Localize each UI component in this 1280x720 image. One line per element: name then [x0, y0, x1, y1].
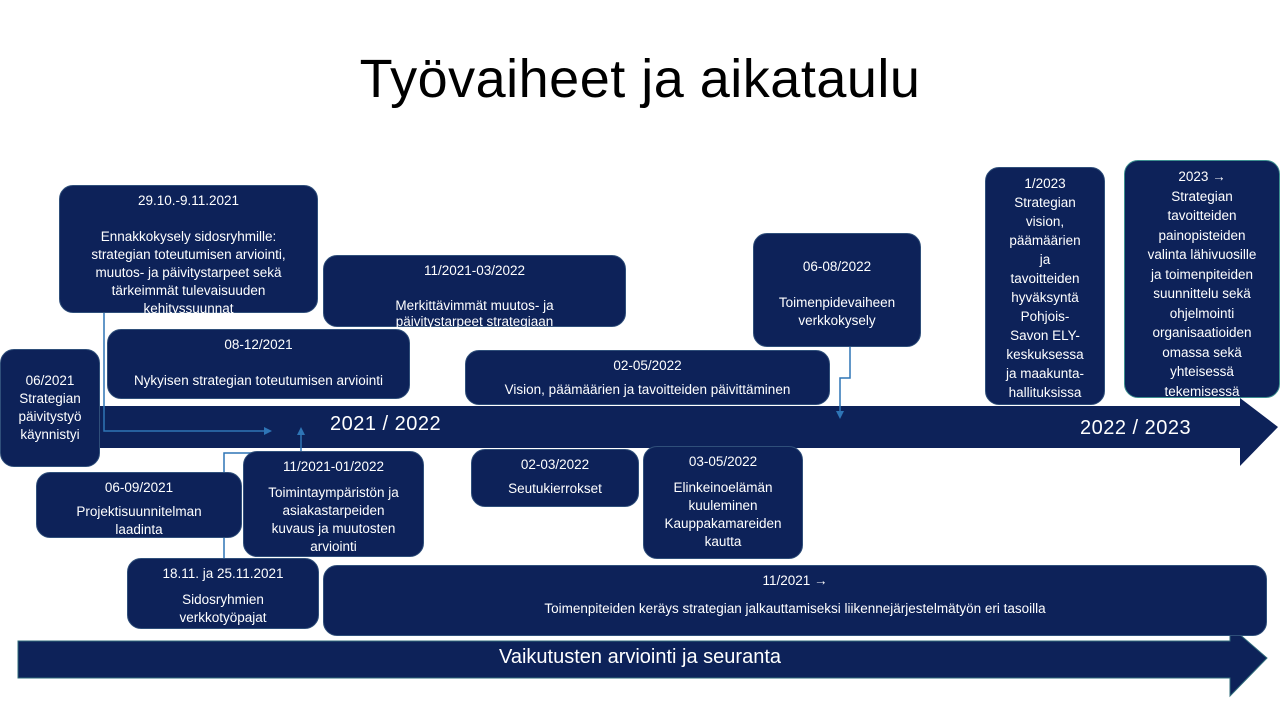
- phase-date: 06/2021: [25, 373, 75, 388]
- phase-date: 02-05/2022: [613, 358, 682, 373]
- phase-text: Vision, päämäärien ja tavoitteiden päivittäminen: [504, 382, 791, 397]
- phase-box-arviointi: [107, 329, 410, 399]
- phase-date: 11/2021-03/2022: [423, 263, 526, 278]
- timeline-label-2022-2023: 2022 / 2023: [1080, 417, 1192, 439]
- phase-text: Toimenpidevaiheen verkkokysely: [778, 295, 896, 328]
- evaluation-label: Vaikutusten arviointi ja seuranta: [498, 646, 781, 668]
- phase-text: Strategian tavoitteiden painopisteiden valinta lähivuosille ja toimenpiteiden suunnittelu sekä ohjelmointi organisaatioiden omassa sekä yhteisessä tekemisessä: [1147, 188, 1257, 399]
- page-title: Työvaiheet ja aikataulu: [359, 49, 921, 109]
- phase-box-elinkeino: [643, 446, 803, 559]
- phase-box-start: [0, 349, 100, 467]
- phase-box-projektisuunnitelma: [36, 472, 242, 538]
- phase-date: 1/2023: [1024, 176, 1066, 191]
- phase-date: 2023 →: [1178, 169, 1226, 184]
- phase-date: 11/2021 →: [762, 573, 828, 588]
- phase-box-toimenpide: [753, 233, 921, 347]
- phase-date: 06-09/2021: [104, 480, 174, 495]
- phase-box-seutukierrokset: [471, 449, 639, 507]
- connector-toimenpide: [840, 340, 850, 414]
- phase-date: 08-12/2021: [224, 337, 293, 352]
- phase-box-keruu: [323, 565, 1267, 636]
- phase-box-toimintaymparisto: [243, 451, 424, 557]
- phase-box-ennakkokysely: [59, 185, 318, 316]
- timeline-label-2021-2022: 2021 / 2022: [330, 413, 442, 435]
- phase-box-painopisteet: [1124, 160, 1280, 398]
- phase-text: Strategian päivitystyö käynnistyi: [18, 391, 82, 442]
- phase-text: Nykyisen strategian toteutumisen arviointi: [133, 373, 384, 388]
- phase-text: Seutukierrokset: [508, 481, 602, 496]
- phase-date: 29.10.-9.11.2021: [137, 193, 240, 208]
- phase-text: Sidosryhmien verkkotyöpajat: [179, 592, 267, 625]
- phase-date: 18.11. ja 25.11.2021: [162, 566, 284, 581]
- phase-box-tyopajat: [127, 558, 319, 629]
- phase-text: Merkittävimmät muutos- ja päivitystarpeet strategiaan: [395, 298, 554, 329]
- phase-box-hyvaksynta: [985, 167, 1105, 405]
- phase-text: Ennakkokysely sidosryhmille: strategian toteutumisen arviointi, muutos- ja päivitystarpeet sekä tärkeimmät tulevaisuuden kehityssuunnat: [91, 229, 286, 316]
- phase-text: Toimenpiteiden keräys strategian jalkauttamiseksi liikennejärjestelmätyön eri tasoilla: [544, 601, 1046, 616]
- phase-date: 02-03/2022: [520, 457, 590, 472]
- phase-text: Toimintaympäristön ja asiakastarpeiden kuvaus ja muutosten arviointi: [268, 485, 399, 554]
- phase-text: Elinkeinoelämän kuuleminen Kauppakamareiden kautta: [664, 480, 782, 549]
- phase-text: Strategian vision, päämäärien ja tavoitteiden hyväksyntä Pohjois- Savon ELY- keskuksessa ja maakunta- hallituksissa: [1005, 195, 1085, 400]
- phase-date: 11/2021-01/2022: [282, 459, 385, 474]
- phase-date: 06-08/2022: [802, 259, 872, 274]
- phase-date: 03-05/2022: [688, 454, 758, 469]
- phase-text: Projektisuunnitelman laadinta: [76, 504, 202, 537]
- phase-box-merkittavimmat: [323, 255, 626, 327]
- phase-box-visio: [465, 350, 830, 405]
